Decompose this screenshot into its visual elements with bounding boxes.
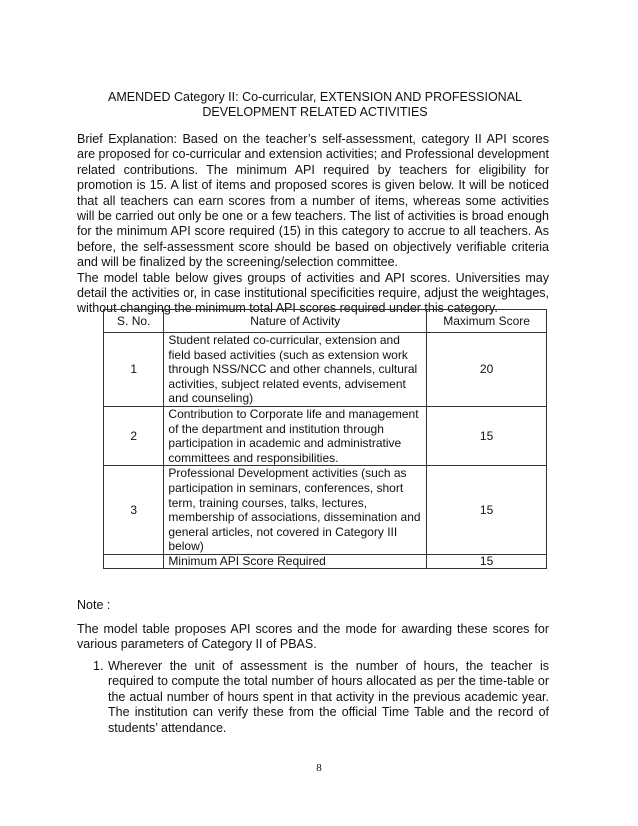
page-number: 8	[316, 762, 322, 774]
note-label: Note :	[77, 598, 111, 612]
list-item-number: 1.	[93, 659, 104, 673]
list-item-text: Wherever the unit of assessment is the number of hours, the teacher is required to compute the total number of hours allocated as per the time-table or the actual number of hours spent in that activity in the previous academic year. The institution can verify these from the official Time Table and the record of students’ attendance.	[108, 659, 549, 735]
minimum-score-label: Minimum API Score Required	[164, 554, 427, 568]
row-sno: 3	[104, 466, 164, 555]
header-activity: Nature of Activity	[164, 310, 427, 333]
brief-paragraph-1: Brief Explanation: Based on the teacher’s self-assessment, category II API scores are proposed for co-curricular and extension activities; and Professional development related contributions. The minimum API required by teachers for eligibility for promotion is 15. A list of items and proposed scores is given below. It will be noticed that all teachers can earn scores from a number of items, whereas some activities will be carried out only be one or a few teachers. The list of activities is broad enough for the minimum API score required (15) in this category to accrue to all teachers. As before, the self-assessment score should be based on objectively verifiable criteria and will be finalized by the screening/selection committee.	[77, 132, 549, 270]
row-sno: 1	[104, 333, 164, 407]
section-title-line-1: AMENDED Category II: Co-curricular, EXTENSION AND PROFESSIONAL	[108, 90, 522, 104]
minimum-score-value: 15	[427, 554, 547, 568]
header-max-score: Maximum Score	[427, 310, 547, 333]
list-item	[93, 659, 549, 736]
row-sno: 2	[104, 406, 164, 465]
table-header-row	[104, 310, 547, 333]
row-activity: Student related co-curricular, extension and field based activities (such as extension work through NSS/NCC and other channels, cultural activities, subject related events, advisement and counseling)	[164, 333, 427, 407]
brief-explanation	[77, 132, 549, 317]
note-list	[93, 659, 549, 736]
row-max-score: 15	[427, 466, 547, 555]
minimum-row-blank-cell	[104, 554, 164, 568]
row-max-score: 20	[427, 333, 547, 407]
section-title	[80, 90, 550, 120]
section-title-line-2: DEVELOPMENT RELATED ACTIVITIES	[202, 105, 428, 119]
table-row	[104, 333, 547, 407]
brief-paragraph-2: The model table below gives groups of activities and API scores. Universities may detail the activities or, in case institutional specificities require, adjust the weightages, without changing the minimum total API scores required under this category.	[77, 270, 549, 316]
table-row	[104, 406, 547, 465]
minimum-score-row	[104, 554, 547, 568]
table-row	[104, 466, 547, 555]
note-text: The model table proposes API scores and the mode for awarding these scores for various parameters of Category II of PBAS.	[77, 622, 549, 652]
row-activity: Contribution to Corporate life and management of the department and institution through participation in academic and administrative committees and responsibilities.	[164, 406, 427, 465]
row-activity: Professional Development activities (such as participation in seminars, conferences, short term, training courses, talks, lectures, membership of associations, dissemination and general articles, not covered in Category III below)	[164, 466, 427, 555]
row-max-score: 15	[427, 406, 547, 465]
api-score-table	[103, 309, 547, 569]
header-sno: S. No.	[104, 310, 164, 333]
